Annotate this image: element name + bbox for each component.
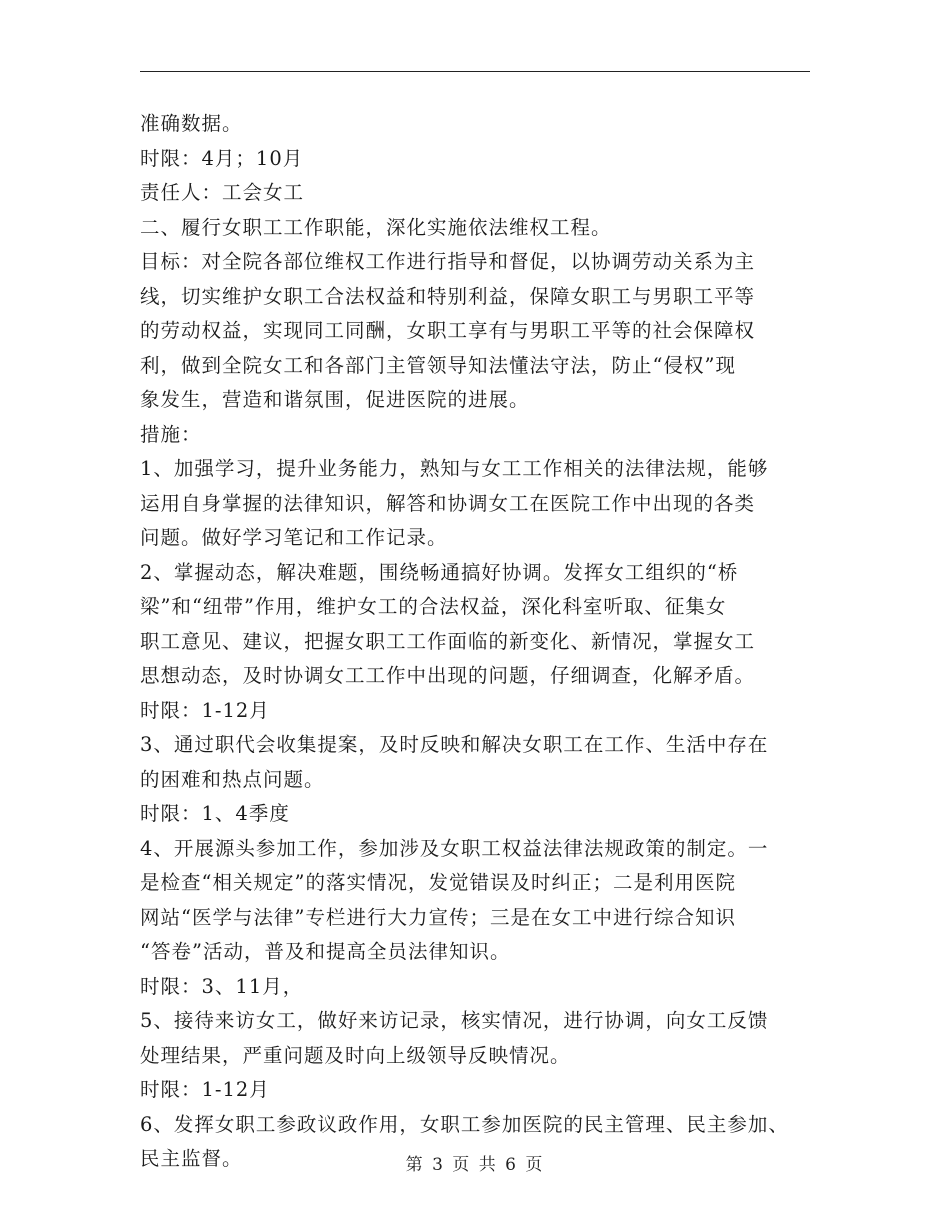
text-line: 4、开展源头参加工作，参加涉及女职工权益法律法规政策的制定。一 (140, 836, 769, 860)
text-line: 职工意见、建议，把握女职工工作面临的新变化、新情况，掌握女工 (140, 629, 756, 653)
text-line: 的劳动权益，实现同工同酬，女职工享有与男职工平等的社会保障权 (140, 319, 756, 342)
text-line: 象发生，营造和谐氛围，促进医院的进展。 (140, 388, 530, 411)
text-line: 时限：1-12月 (140, 698, 270, 722)
text-line: 是检查“相关规定”的落实情况，发觉错误及时纠正；二是利用医院 (140, 871, 736, 894)
text-line: 梁”和“纽带”作用，维护女工的合法权益，深化科室听取、征集女 (140, 595, 727, 618)
text-line: 时限：3、11月， (140, 974, 304, 998)
text-line: 3、通过职代会收集提案，及时反映和解决女职工在工作、生活中存在 (140, 733, 769, 756)
document-body (140, 107, 820, 1177)
text-line: 网站“医学与法律”专栏进行大力宣传；三是在女工中进行综合知识 (140, 905, 736, 929)
text-line: 利，做到全院女工和各部门主管领导知法懂法守法，防止“侵权”现 (140, 353, 736, 377)
text-line: 目标：对全院各部位维权工作进行指导和督促，以协调劳动关系为主 (140, 250, 756, 273)
text-line: 5、接待来访女工，做好来访记录，核实情况，进行协调，向女工反馈 (140, 1009, 769, 1032)
text-line: 问题。做好学习笔记和工作记录。 (140, 526, 448, 549)
text-line: 运用自身掌握的法律知识，解答和协调女工在医院工作中出现的各类 (140, 491, 756, 515)
text-line: 时限：1-12月 (140, 1078, 270, 1101)
header-rule (140, 71, 810, 72)
text-line: 思想动态，及时协调女工工作中出现的问题，仔细调查，化解矛盾。 (140, 664, 756, 687)
page-number-footer: 第 3 页 共 6 页 (405, 1155, 545, 1175)
text-line: 线，切实维护女职工合法权益和特别利益，保障女职工与男职工平等 (140, 284, 756, 308)
text-line: 的困难和热点问题。 (140, 767, 325, 791)
text-line: 2、掌握动态，解决难题，围绕畅通搞好协调。发挥女工组织的“桥 (140, 560, 739, 584)
text-line: 措施： (140, 422, 202, 446)
text-line: 民主监督。 (140, 1147, 243, 1170)
section-heading: 二、履行女职工工作职能，深化实施依法维权工程。 (140, 215, 612, 239)
text-line: 时限：4月；10月 (140, 146, 304, 170)
text-line: 责任人：工会女工 (140, 181, 305, 204)
text-line: 6、发挥女职工参政议政作用，女职工参加医院的民主管理、民主参加、 (140, 1112, 789, 1136)
text-line: 1、加强学习，提升业务能力，熟知与女工工作相关的法律法规，能够 (140, 457, 769, 480)
text-line: 准确数据。 (140, 112, 243, 135)
text-line: 时限：1、4季度 (140, 802, 290, 825)
text-line: 处理结果，严重问题及时向上级领导反映情况。 (140, 1043, 571, 1067)
text-line: “答卷”活动，普及和提高全员法律知识。 (140, 940, 511, 963)
